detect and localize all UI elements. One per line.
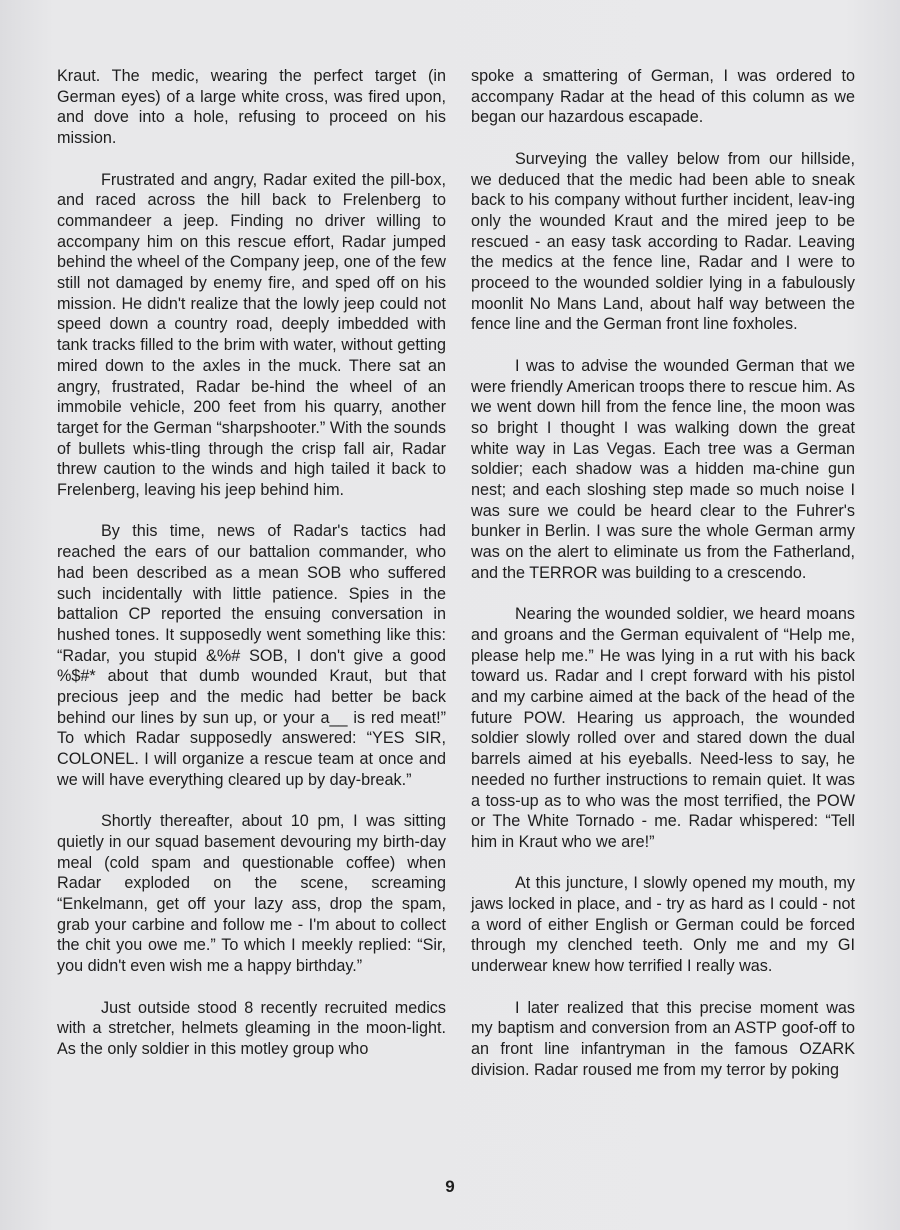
paragraph: Frustrated and angry, Radar exited the pill-box, and raced across the hill back to Frelenberg to commandeer a jeep. Finding no driver willing to accompany him on this rescue effort, Radar jumped behind the wheel of the Company jeep, one of the few still not damaged by enemy fire, and sped off on his mission. He didn't realize that the lowly jeep could not speed down a country road, deeply imbedded with tank tracks filled to the brim with water, without getting mired down to the axles in the muck. There sat an angry, frustrated, Radar be-hind the wheel of an immobile vehicle, 200 feet from his quarry, another target for the German “sharpshooter.” With the sounds of bullets whis-tling through the crisp fall air, Radar threw caution to the winds and high tailed it back to Frelenberg, leaving his jeep behind him. — [57, 170, 446, 500]
left-text-column — [57, 66, 446, 1060]
right-text-column — [471, 66, 855, 1080]
paragraph: Surveying the valley below from our hillside, we deduced that the medic had been able to sneak back to his company without further incident, leav-ing only the wounded Kraut and the mired jeep to be rescued - an easy task according to Radar. Leaving the medics at the fence line, Radar and I were to proceed to the wounded soldier lying in a fabulously moonlit No Mans Land, about half way between the fence line and the German front line foxholes. — [471, 149, 855, 334]
paragraph: By this time, news of Radar's tactics had reached the ears of our battalion commander, who had been described as a mean SOB who suffered such incidentally with little patience. Spies in the battalion CP reported the ensuing conversation in hushed tones. It supposedly went something like this: “Radar, you stupid &%# SOB, I don't give a good %$#* about that dumb wounded Kraut, but that precious jeep and the medic had better be back behind our lines by sun up, or your a__ is red meat!” To which Radar supposedly answered: “YES SIR, COLONEL. I will organize a rescue team at once and we will have everything cleared up by day-break.” — [57, 522, 446, 789]
paragraph: At this juncture, I slowly opened my mouth, my jaws locked in place, and - try as hard as I could - not a word of either English or German could be forced through my clenched teeth. Only me and my GI underwear knew how terrified I really was. — [471, 874, 855, 976]
paragraph: Nearing the wounded soldier, we heard moans and groans and the German equivalent of “Help me, please help me.” He was lying in a rut with his back toward us. Radar and I crept forward with his pistol and my carbine aimed at the back of the head of the future POW. Hearing us approach, the wounded soldier slowly rolled over and stared down the dual barrels aimed at his eyeballs. Need-less to say, he needed no further instructions to remain quiet. It was a toss-up as to who was the most terrified, the POW or The White Tornado - me. Radar whispered: “Tell him in Kraut who we are!” — [471, 605, 855, 851]
paragraph: spoke a smattering of German, I was ordered to accompany Radar at the head of this column as we began our hazardous escapade. — [471, 67, 855, 127]
paragraph: Shortly thereafter, about 10 pm, I was sitting quietly in our squad basement devouring my birth-day meal (cold spam and questionable coffee) when Radar exploded on the scene, screaming “Enkelmann, get off your lazy ass, drop the spam, grab your carbine and follow me - I'm about to collect the chit you owe me.” To which I meekly replied: “Sir, you didn't even wish me a happy birthday.” — [57, 812, 446, 976]
paragraph: I was to advise the wounded German that we were friendly American troops there to rescue him. As we went down hill from the fence line, the moon was so bright I thought I was walking down the great white way in Las Vegas. Each tree was a German soldier; each shadow was a hidden ma-chine gun nest; and each sloshing step made so much noise I was sure we could be heard clear to the Fuhrer's bunker in Berlin. I was sure the whole German army was on the alert to eliminate us from the Fatherland, and the TERROR was building to a crescendo. — [471, 356, 855, 582]
page-number: 9 — [445, 1177, 455, 1196]
paragraph: Kraut. The medic, wearing the perfect target (in German eyes) of a large white cross, was fired upon, and dove into a hole, refusing to proceed on his mission. — [57, 67, 446, 148]
paragraph: Just outside stood 8 recently recruited medics with a stretcher, helmets gleaming in the moon-light. As the only soldier in this motley group who — [57, 998, 446, 1058]
paragraph: I later realized that this precise moment was my baptism and conversion from an ASTP goof-off to an front line infantryman in the famous OZARK division. Radar roused me from my terror by poking — [471, 998, 855, 1079]
